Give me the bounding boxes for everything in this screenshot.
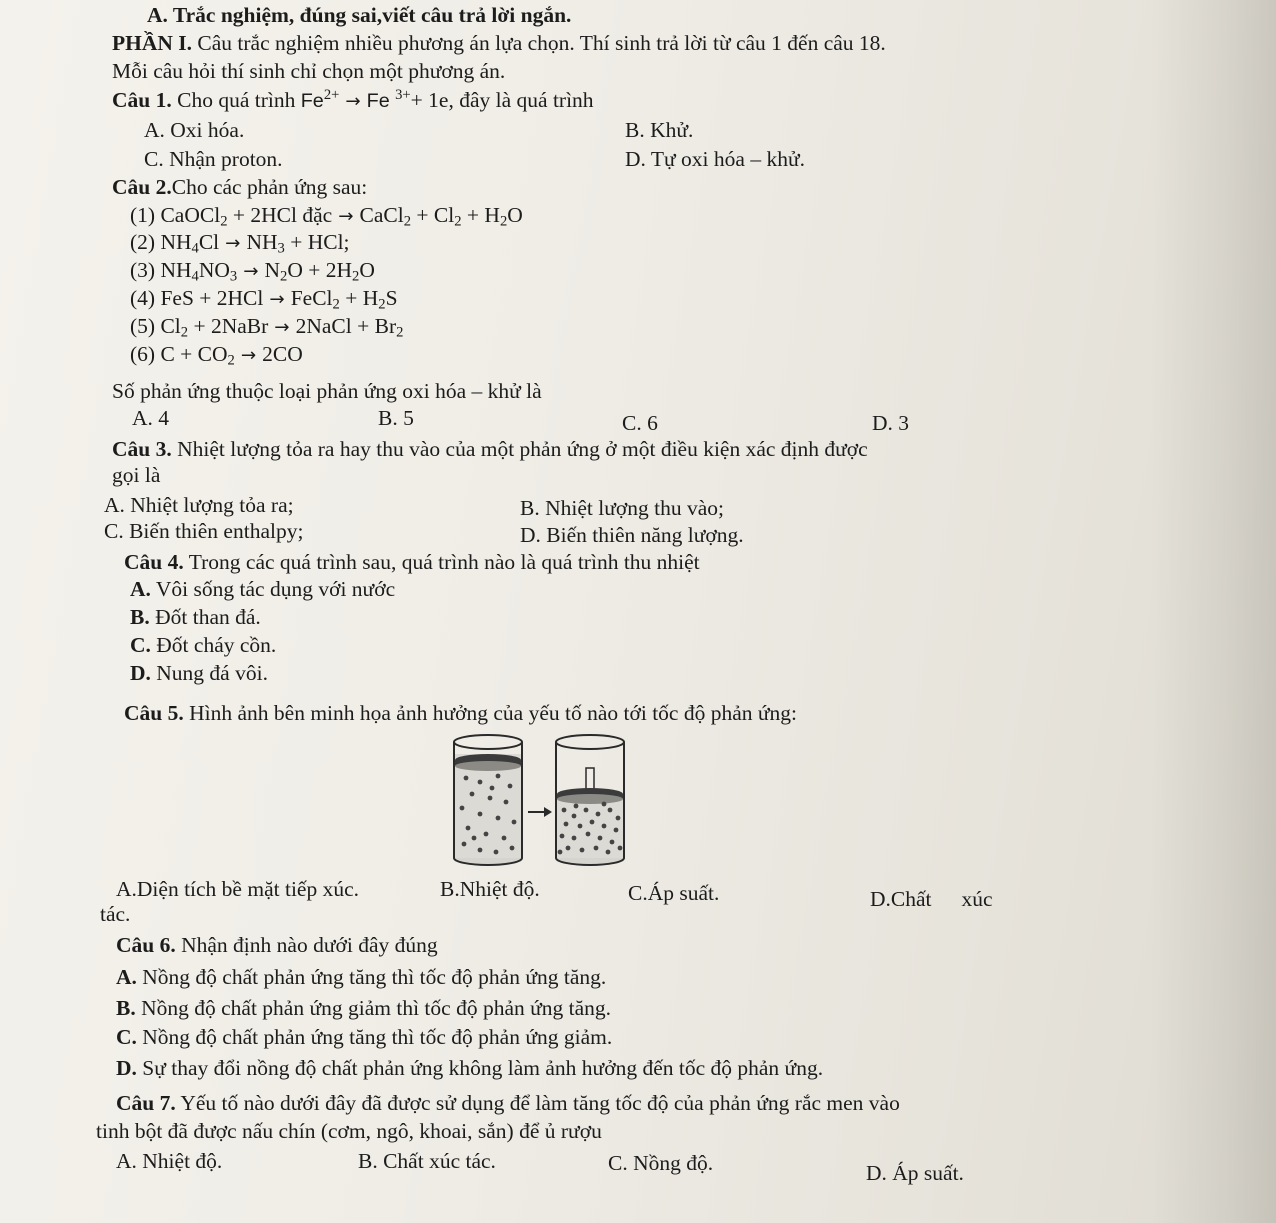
q3-stem: Câu 3. Nhiệt lượng tỏa ra hay thu vào của một phản ứng ở một điều kiện xác định được — [112, 437, 868, 461]
cylinder-right — [556, 735, 624, 865]
cylinder-left — [454, 735, 522, 865]
q6-option-b: B. Nồng độ chất phản ứng giảm thì tốc độ phản ứng tăng. — [116, 996, 612, 1020]
q3-option-b: B. Nhiệt lượng thu vào; — [520, 496, 724, 520]
q1-option-c: C. Nhận proton. — [144, 147, 283, 171]
q1-stem: Câu 1. Cho quá trình $Fe^{2+} \to Fe$ $^{3+}$+ 1e, đây là quá trình — [112, 86, 594, 112]
q3-option-d: D. Biến thiên năng lượng. — [520, 523, 744, 547]
q6-option-d: D. Sự thay đổi nồng độ chất phản ứng không làm ảnh hưởng đến tốc độ phản ứng. — [116, 1056, 824, 1080]
q2-reaction-1: (1) CaOCl$_2$ + 2HCl đặc → CaCl$_2$ + $Cl_2 + H_2O$ — [130, 203, 523, 230]
q7-option-b: B. Chất xúc tác. — [358, 1149, 496, 1173]
q7-stem: Câu 7. Yếu tố nào dưới đây đã được sử dụng để làm tăng tốc độ của phản ứng rắc men vào — [116, 1091, 900, 1115]
q2-reaction-6: (6) $C + CO_2 \to 2CO$ — [130, 342, 303, 369]
part1-text: Câu trắc nghiệm nhiều phương án lựa chọn. Thí sinh trả lời từ câu 1 đến câu 18. — [197, 31, 886, 55]
part1-instruction — [112, 30, 886, 56]
q1-option-a: A. Oxi hóa. — [144, 118, 245, 142]
q2-reaction-4: (4) FeS + 2HCl → FeCl$_2$ + $H_2S$ — [130, 286, 398, 313]
q2-option-b: B. 5 — [378, 406, 414, 430]
q4-option-a: A. Vôi sống tác dụng với nước — [130, 577, 396, 601]
pressure-illustration-figure — [440, 730, 640, 872]
q6-stem: Câu 6. Nhận định nào dưới đây đúng — [116, 933, 438, 957]
q2-stem: Câu 2.Cho các phản ứng sau: — [112, 175, 368, 199]
q7-stem-line2: tinh bột đã được nấu chín (cơm, ngô, khoai, sắn) để ủ rượu — [96, 1119, 602, 1143]
q1-label: Câu 1. — [112, 88, 172, 112]
q3-option-c: C. Biến thiên enthalpy; — [104, 519, 304, 543]
q4-option-b: B. Đốt than đá. — [130, 605, 261, 629]
q7-option-c: C. Nồng độ. — [608, 1151, 714, 1175]
q1-option-d: D. Tự oxi hóa – khử. — [625, 147, 805, 171]
q4-option-d: D. Nung đá vôi. — [130, 661, 268, 685]
arrow-between-cylinders — [528, 807, 552, 817]
part1-line2: Mỗi câu hỏi thí sinh chỉ chọn một phương án. — [112, 59, 506, 83]
q5-stem: Câu 5. Hình ảnh bên minh họa ảnh hưởng của yếu tố nào tới tốc độ phản ứng: — [124, 701, 798, 725]
q2-question: Số phản ứng thuộc loại phản ứng oxi hóa – khử là — [112, 379, 542, 403]
section-a-title: A. Trắc nghiệm, đúng sai,viết câu trả lời ngắn. — [147, 3, 572, 27]
q6-option-c: C. Nồng độ chất phản ứng tăng thì tốc độ phản ứng giảm. — [116, 1025, 613, 1049]
q5-option-b: B.Nhiệt độ. — [440, 877, 540, 901]
paper-shadow — [1150, 0, 1276, 1223]
q5-option-c: C.Áp suất. — [628, 881, 720, 905]
q2-reaction-3: (3) $NH_4NO_3 \to N_2O + 2H_2O$ — [130, 258, 375, 285]
q5-option-a: A.Diện tích bề mặt tiếp xúc. — [116, 877, 359, 901]
q3-stem-line2: gọi là — [112, 463, 161, 487]
q1-option-b: B. Khử. — [625, 118, 694, 142]
q2-option-c: C. 6 — [622, 411, 658, 435]
q3-option-a: A. Nhiệt lượng tỏa ra; — [104, 493, 294, 517]
q4-stem: Câu 4. Trong các quá trình sau, quá trình nào là quá trình thu nhiệt — [124, 550, 700, 574]
q2-option-d: D. 3 — [872, 411, 910, 435]
part1-label: PHẦN I. — [112, 31, 193, 55]
q5-option-d: D.Chất xúc — [870, 887, 993, 911]
q7-option-d: D. Áp suất. — [866, 1161, 964, 1185]
q6-option-a: A. Nồng độ chất phản ứng tăng thì tốc độ phản ứng tăng. — [116, 965, 607, 989]
q2-reaction-2: (2) $NH_4Cl \to NH_3$ + HCl; — [130, 230, 350, 257]
q4-option-c: C. Đốt cháy cồn. — [130, 633, 277, 657]
q2-reaction-5: (5) $Cl_2$ + 2NaBr → 2NaCl + $Br_2$ — [130, 314, 404, 341]
q2-option-a: A. 4 — [132, 406, 170, 430]
q5-option-d-continued: tác. — [100, 902, 131, 926]
q7-option-a: A. Nhiệt độ. — [116, 1149, 223, 1173]
